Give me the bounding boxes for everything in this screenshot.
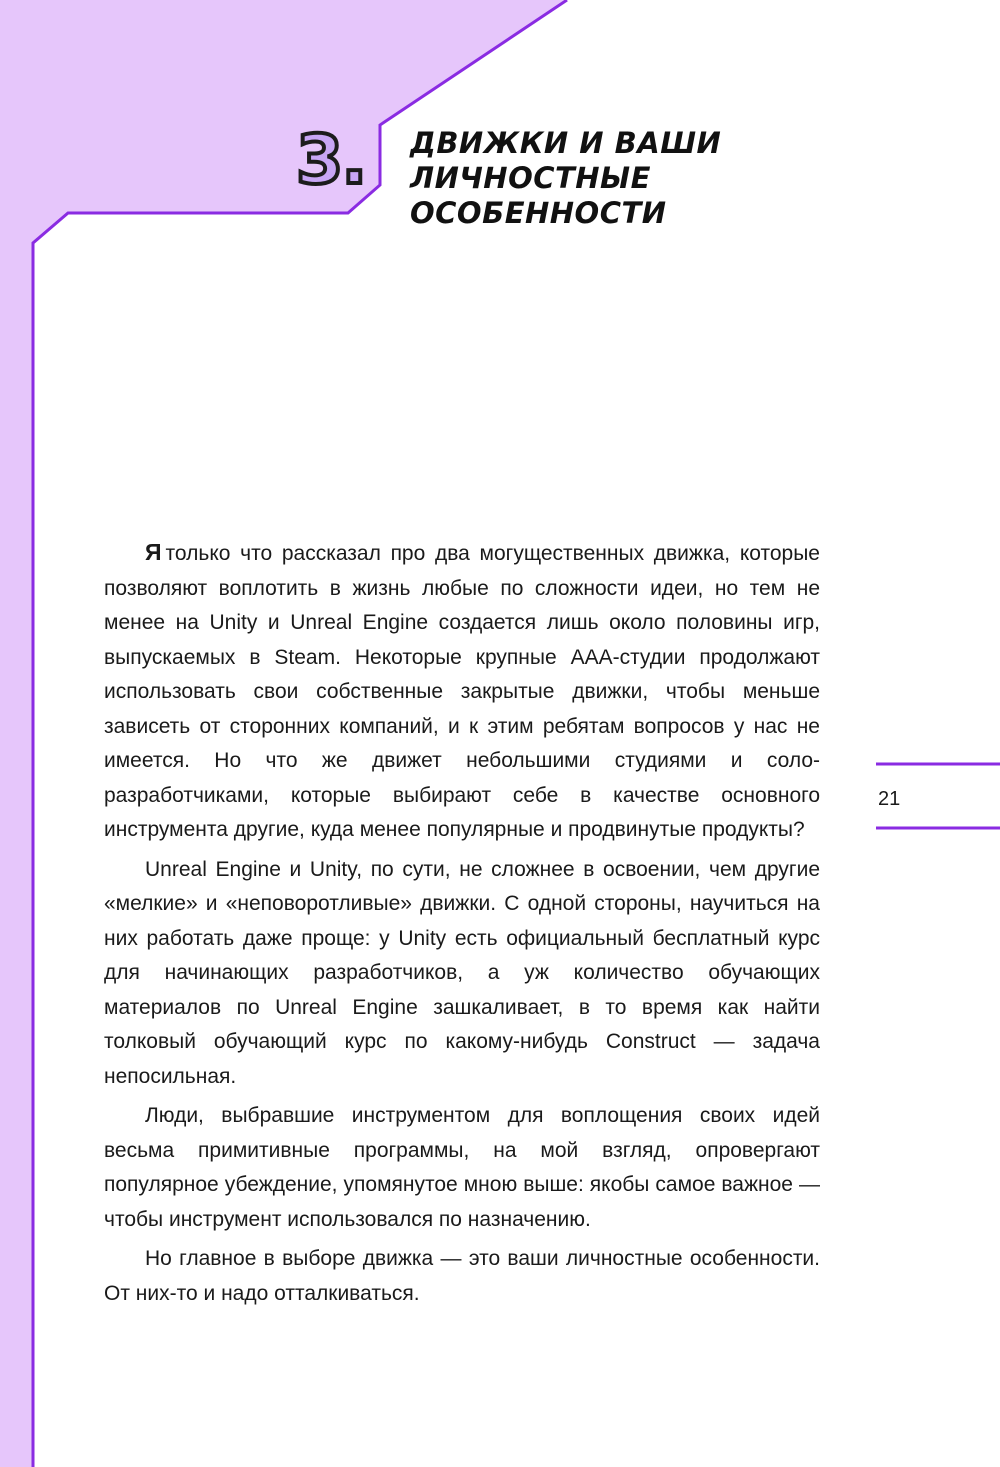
page-number: 21 [878, 788, 901, 810]
paragraph [104, 1242, 820, 1311]
paragraph-text: только что рассказал про два могущественных движка, которые позволяют воплотить в жизнь любые по сложности идеи, но тем не менее на Unity и Unreal Engine создается лишь около половины игр, выпускаемых в Steam. Некоторые крупные AAA-студии продолжают использовать свои собственные закрытые движки, чтобы меньше зависеть от сторонних компаний, и к этим ребятам вопросов у нас не имеется. Но что же движет небольшими студиями и соло-разработчиками, которые выбирают себе в качестве основного инструмента другие, куда менее популярные и продвинутые продукты? [104, 542, 820, 841]
chapter-number: 3. [296, 121, 366, 200]
body-text [104, 535, 820, 1316]
lead-word: Я [145, 539, 162, 565]
paragraph-text: Люди, выбравшие инструментом для воплощения своих идей весьма примитивные программы, на мой взгляд, опровергают популярное убеждение, упомянутое мною выше: якобы самое важное — чтобы инструмент использовался по назначению. [104, 1104, 820, 1231]
paragraph [104, 535, 820, 848]
paragraph-text: Но главное в выборе движка — это ваши личностные особенности. От них-то и надо отталкиваться. [104, 1247, 820, 1305]
chapter-title [410, 126, 740, 231]
chapter-title-line: ЛИЧНОСТНЫЕ [410, 161, 651, 195]
paragraph [104, 1099, 820, 1237]
chapter-title-line: ОСОБЕННОСТИ [410, 196, 667, 230]
paragraph [104, 853, 820, 1095]
paragraph-text: Unreal Engine и Unity, по сути, не сложнее в освоении, чем другие «мелкие» и «неповоротливые» движки. С одной стороны, научиться на них работать даже проще: у Unity есть официальный бесплатный курс для начинающих разработчиков, а уж количество обучающих материалов по Unreal Engine зашкаливает, в то время как найти толковый обучающий курс по какому-нибудь Construct — задача непосильная. [104, 857, 820, 1088]
chapter-title-line: ДВИЖКИ И ВАШИ [410, 126, 722, 160]
